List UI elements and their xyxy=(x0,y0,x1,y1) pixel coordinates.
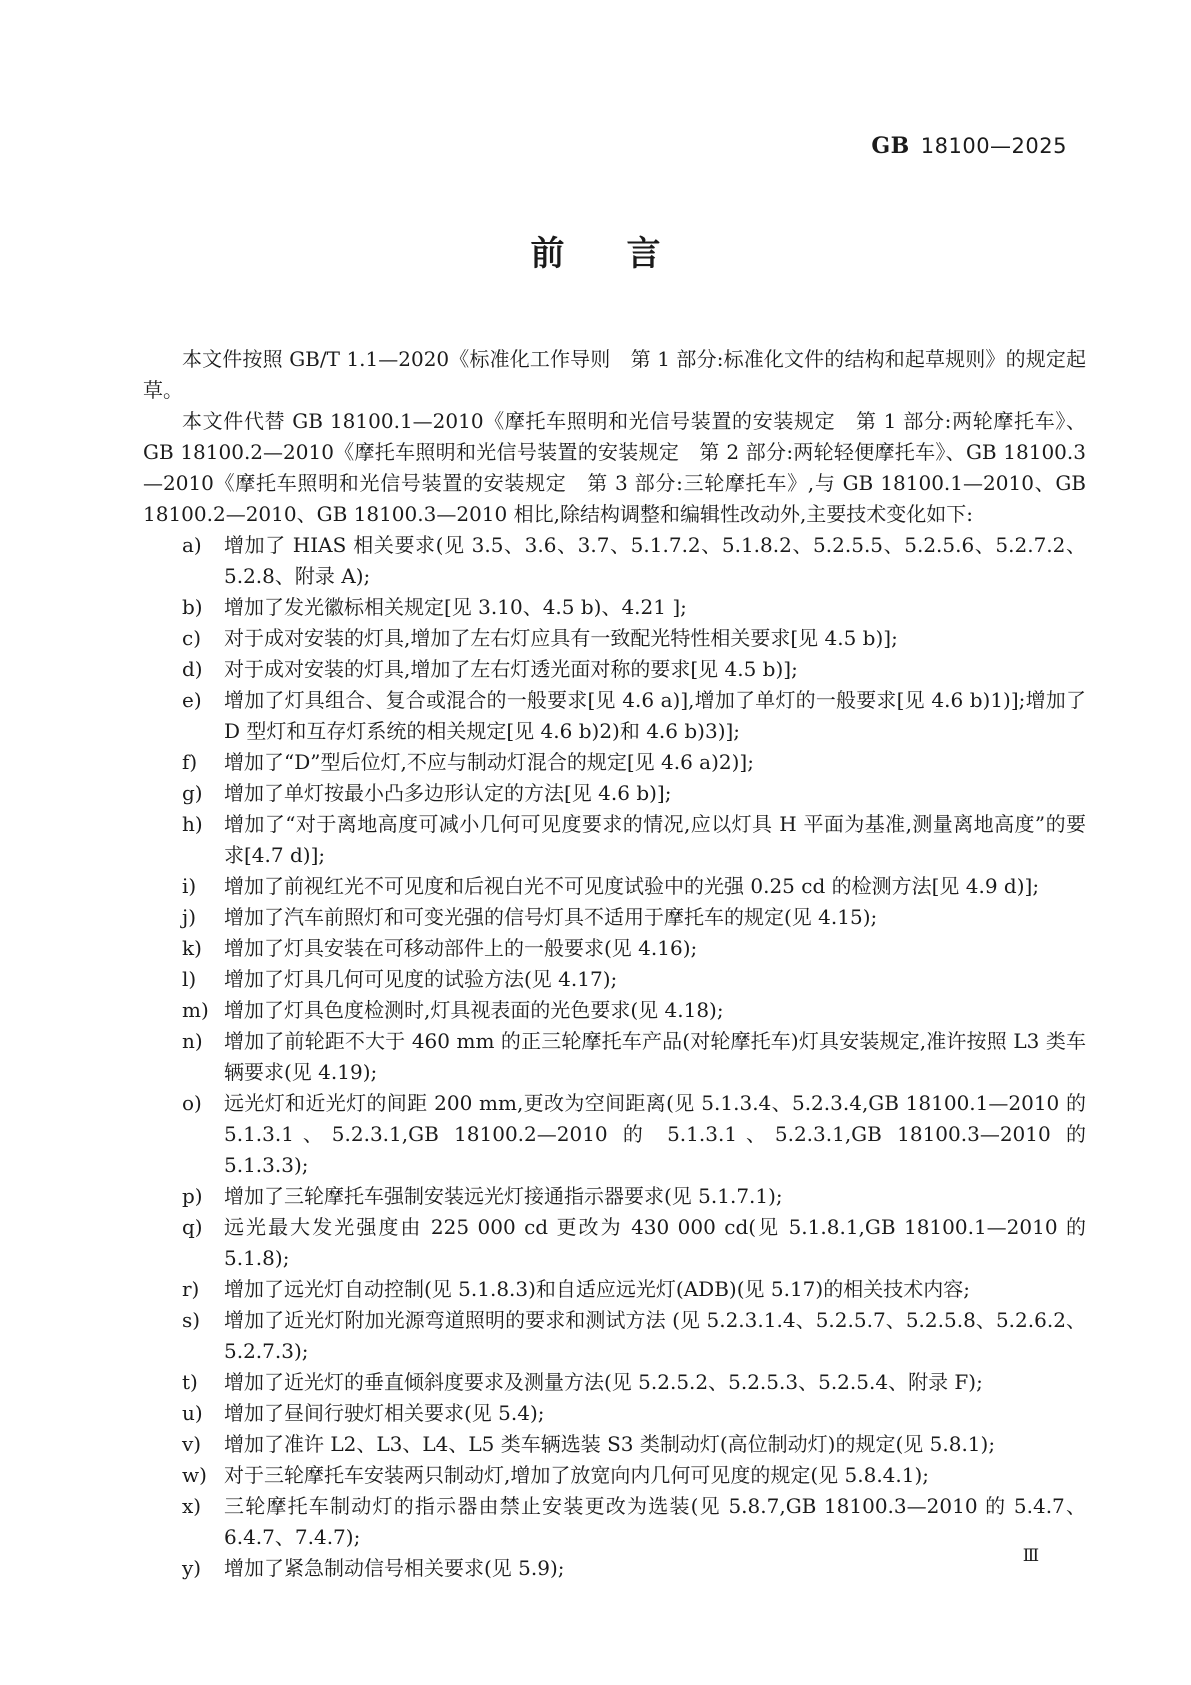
list-item-label: k) xyxy=(182,936,202,960)
list-item-label: e) xyxy=(182,688,202,712)
list-item-text: 增加了前轮距不大于 460 mm 的正三轮摩托车产品(对轮摩托车)灯具安装规定,准许按照 L3 类车辆要求(见 4.19); xyxy=(224,1029,1086,1084)
list-item xyxy=(143,592,1086,623)
list-item xyxy=(143,530,1086,592)
list-item-label: h) xyxy=(182,812,203,836)
list-item-label: q) xyxy=(182,1215,203,1239)
list-item-label: s) xyxy=(182,1308,201,1332)
list-item-label: l) xyxy=(182,967,197,991)
list-item-text: 增加了单灯按最小凸多边形认定的方法[见 4.6 b)]; xyxy=(224,781,672,805)
list-item-label: d) xyxy=(182,657,203,681)
list-item xyxy=(143,995,1086,1026)
page-title: 前言 xyxy=(530,234,723,274)
document-body xyxy=(143,344,1086,1584)
list-item-text: 增加了紧急制动信号相关要求(见 5.9); xyxy=(224,1556,565,1580)
list-item-text: 增加了汽车前照灯和可变光强的信号灯具不适用于摩托车的规定(见 4.15); xyxy=(224,905,878,929)
standard-code-prefix: GB xyxy=(871,133,910,159)
list-item-text: 增加了三轮摩托车强制安装远光灯接通指示器要求(见 5.1.7.1); xyxy=(224,1184,783,1208)
list-item-text: 增加了近光灯附加光源弯道照明的要求和测试方法 (见 5.2.3.1.4、5.2.5.7、5.2.5.8、5.2.6.2、5.2.7.3); xyxy=(224,1308,1086,1363)
list-item xyxy=(143,871,1086,902)
list-item-label: y) xyxy=(182,1556,202,1580)
list-item-label: v) xyxy=(182,1432,202,1456)
list-item xyxy=(143,685,1086,747)
list-item-text: 对于三轮摩托车安装两只制动灯,增加了放宽向内几何可见度的规定(见 5.8.4.1); xyxy=(224,1463,930,1487)
list-item-text: 增加了准许 L2、L3、L4、L5 类车辆选装 S3 类制动灯(高位制动灯)的规定(见 5.8.1); xyxy=(224,1432,996,1456)
list-item-label: o) xyxy=(182,1091,202,1115)
list-item-text: 增加了发光徽标相关规定[见 3.10、4.5 b)、4.21 ]; xyxy=(224,595,687,619)
changes-list xyxy=(143,530,1086,1584)
list-item xyxy=(143,1274,1086,1305)
list-item-label: a) xyxy=(182,533,202,557)
list-item-text: 增加了灯具几何可见度的试验方法(见 4.17); xyxy=(224,967,618,991)
list-item-text: 三轮摩托车制动灯的指示器由禁止安装更改为选装(见 5.8.7,GB 18100.3—2010 的 5.4.7、6.4.7、7.4.7); xyxy=(224,1494,1086,1549)
list-item-text: 增加了近光灯的垂直倾斜度要求及测量方法(见 5.2.5.2、5.2.5.3、5.2.5.4、附录 F); xyxy=(224,1370,983,1394)
list-item-label: u) xyxy=(182,1401,203,1425)
list-item-label: i) xyxy=(182,874,197,898)
list-item-text: 增加了灯具安装在可移动部件上的一般要求(见 4.16); xyxy=(224,936,698,960)
list-item-label: p) xyxy=(182,1184,203,1208)
list-item xyxy=(143,778,1086,809)
list-item xyxy=(143,623,1086,654)
intro-paragraph: 本文件代替 GB 18100.1—2010《摩托车照明和光信号装置的安装规定 第 1 部分:两轮摩托车》、GB 18100.2—2010《摩托车照明和光信号装置的安装规定 第 2 部分:两轮轻便摩托车》、GB 18100.3—2010《摩托车照明和光信号装置的安装规定 第 3 部分:三轮摩托车》,与 GB 18100.1—2010、GB 18100.2—2010、GB 18100.3—2010 相比,除结构调整和编辑性改动外,主要技术变化如下: xyxy=(143,409,1086,526)
list-item xyxy=(143,1212,1086,1274)
list-item xyxy=(143,654,1086,685)
list-item xyxy=(143,747,1086,778)
list-item-label: x) xyxy=(182,1494,202,1518)
list-item xyxy=(143,1305,1086,1367)
list-item-text: 增加了 HIAS 相关要求(见 3.5、3.6、3.7、5.1.7.2、5.1.8.2、5.2.5.5、5.2.5.6、5.2.7.2、5.2.8、附录 A); xyxy=(224,533,1086,588)
list-item-text: 增加了灯具组合、复合或混合的一般要求[见 4.6 a)],增加了单灯的一般要求[见 4.6 b)1)];增加了 D 型灯和互存灯系统的相关规定[见 4.6 b)2)和 4.6 b)3)]; xyxy=(224,688,1086,743)
list-item-text: 增加了前视红光不可见度和后视白光不可见度试验中的光强 0.25 cd 的检测方法[见 4.9 d)]; xyxy=(224,874,1040,898)
list-item xyxy=(143,1398,1086,1429)
list-item-label: m) xyxy=(182,998,209,1022)
list-item-label: t) xyxy=(182,1370,198,1394)
list-item xyxy=(143,933,1086,964)
list-item xyxy=(143,902,1086,933)
list-item-label: j) xyxy=(182,905,197,929)
list-item-label: w) xyxy=(182,1463,207,1487)
standard-code-number: 18100—2025 xyxy=(920,134,1067,158)
list-item-label: n) xyxy=(182,1029,203,1053)
list-item xyxy=(143,1429,1086,1460)
list-item-text: 对于成对安装的灯具,增加了左右灯透光面对称的要求[见 4.5 b)]; xyxy=(224,657,798,681)
list-item-text: 远光最大发光强度由 225 000 cd 更改为 430 000 cd(见 5.1.8.1,GB 18100.1—2010 的 5.1.8); xyxy=(224,1215,1086,1270)
intro-paragraph: 本文件按照 GB/T 1.1—2020《标准化工作导则 第 1 部分:标准化文件的结构和起草规则》的规定起草。 xyxy=(143,347,1086,402)
list-item-label: r) xyxy=(182,1277,200,1301)
list-item xyxy=(143,1491,1086,1553)
list-item xyxy=(143,1181,1086,1212)
list-item xyxy=(143,1088,1086,1181)
list-item xyxy=(143,1553,1086,1584)
list-item xyxy=(143,1367,1086,1398)
list-item-text: 增加了远光灯自动控制(见 5.1.8.3)和自适应远光灯(ADB)(见 5.17)的相关技术内容; xyxy=(224,1277,970,1301)
list-item-text: 对于成对安装的灯具,增加了左右灯应具有一致配光特性相关要求[见 4.5 b)]; xyxy=(224,626,898,650)
list-item xyxy=(143,1026,1086,1088)
page-number: Ⅲ xyxy=(1022,1546,1040,1566)
list-item xyxy=(143,1460,1086,1491)
list-item-label: g) xyxy=(182,781,203,805)
list-item-label: b) xyxy=(182,595,203,619)
list-item-label: c) xyxy=(182,626,202,650)
list-item xyxy=(143,964,1086,995)
list-item xyxy=(143,809,1086,871)
list-item-text: 增加了昼间行驶灯相关要求(见 5.4); xyxy=(224,1401,545,1425)
list-item-text: 增加了灯具色度检测时,灯具视表面的光色要求(见 4.18); xyxy=(224,998,724,1022)
list-item-label: f) xyxy=(182,750,198,774)
standard-code xyxy=(871,133,1067,159)
list-item-text: 远光灯和近光灯的间距 200 mm,更改为空间距离(见 5.1.3.4、5.2.3.4,GB 18100.1—2010 的 5.1.3.1、5.2.3.1,GB 18100.2—2010 的 5.1.3.1、5.2.3.1,GB 18100.3—2010 的 5.1.3.3); xyxy=(224,1091,1086,1177)
list-item-text: 增加了“对于离地高度可减小几何可见度要求的情况,应以灯具 H 平面为基准,测量离地高度”的要求[4.7 d)]; xyxy=(224,812,1086,867)
list-item-text: 增加了“D”型后位灯,不应与制动灯混合的规定[见 4.6 a)2)]; xyxy=(224,750,754,774)
